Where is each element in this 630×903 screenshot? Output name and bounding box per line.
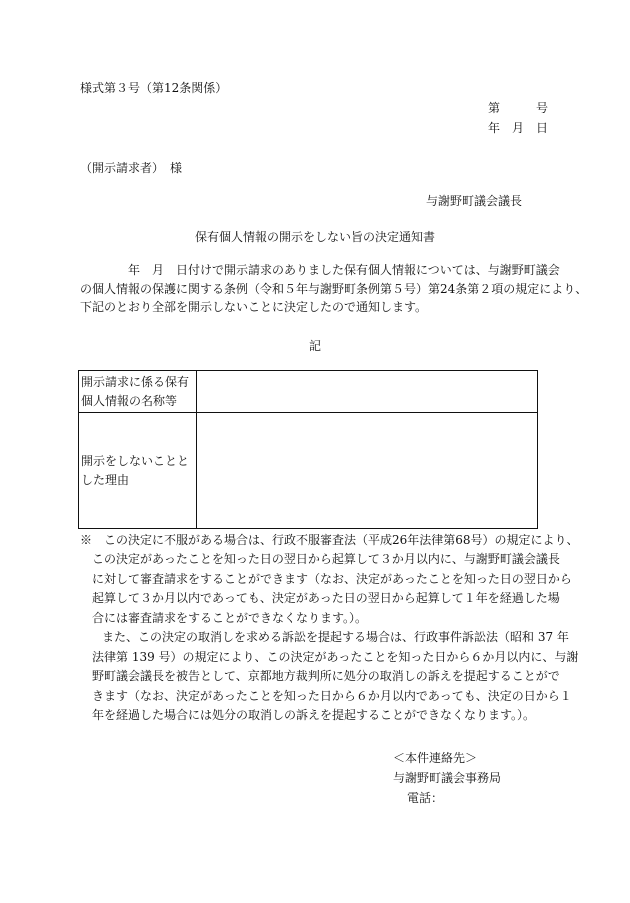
row2-label: 開示をしないこととした理由 [79,413,197,529]
document-date-line: 年 月 日 [487,121,548,135]
note-line: 法律第 139 号）の規定により、この決定があったことを知った日から６か月以内に、与謝 [92,649,579,664]
row2-value [197,413,538,529]
contact-heading: ＜本件連絡先＞ [393,751,478,765]
row1-label: 開示請求に係る保有個人情報の名称等 [79,371,197,413]
ki-marker: 記 [308,339,321,353]
form-number: 様式第３号（第12条関係） [80,81,228,95]
note-line: 年を経過した場合には処分の取消しの訴えを提起することができなくなります。）。 [92,707,536,722]
body-line: の個人情報の保護に関する条例（令和５年与謝野町条例第５号）第24条第２項の規定により、 [80,281,588,296]
notes-section [80,531,579,725]
table-row [79,413,538,529]
row1-value [197,371,538,413]
addressee: （開示請求者） 様 [80,161,183,175]
note-line: 合には審査請求をすることができなくなります。）。 [92,610,368,625]
body-paragraph [80,261,588,317]
document-number-line: 第 号 [487,101,548,115]
note-line: また、この決定の取消しを求める訴訟を提起する場合は、行政事件訴訟法（昭和 37 年 [102,630,569,645]
note-line: この決定があったことを知った日の翌日から起算して３か月以内に、与謝野町議会議長 [92,552,560,567]
sender: 与謝野町議会議長 [425,194,522,208]
info-table [78,370,538,529]
note-line: に対して審査請求をすることができます（なお、決定があったことを知った日の翌日から [92,571,572,586]
contact-tel-label: 電話： [407,791,444,805]
note-line: きます（なお、決定があったことを知った日から６か月以内であっても、決定の日から１ [92,688,572,703]
note-line: 起算して３か月以内であっても、決定があった日の翌日から起算して１年を経過した場 [92,591,560,606]
body-line: 年 月 日付けで開示請求のありました保有個人情報については、与謝野町議会 [80,263,560,277]
note-line: 野町議会議長を被告として、京都地方裁判所に処分の取消しの訴えを提起することがで [92,669,560,684]
contact-office: 与謝野町議会事務局 [393,771,502,785]
table-row [79,371,538,413]
body-line: 下記のとおり全部を開示しないことに決定したので通知します。 [80,300,428,315]
note-line: ※ この決定に不服がある場合は、行政不服審査法（平成26年法律第68号）の規定により、 [80,533,579,547]
document-title: 保有個人情報の開示をしない旨の決定通知書 [194,230,435,244]
